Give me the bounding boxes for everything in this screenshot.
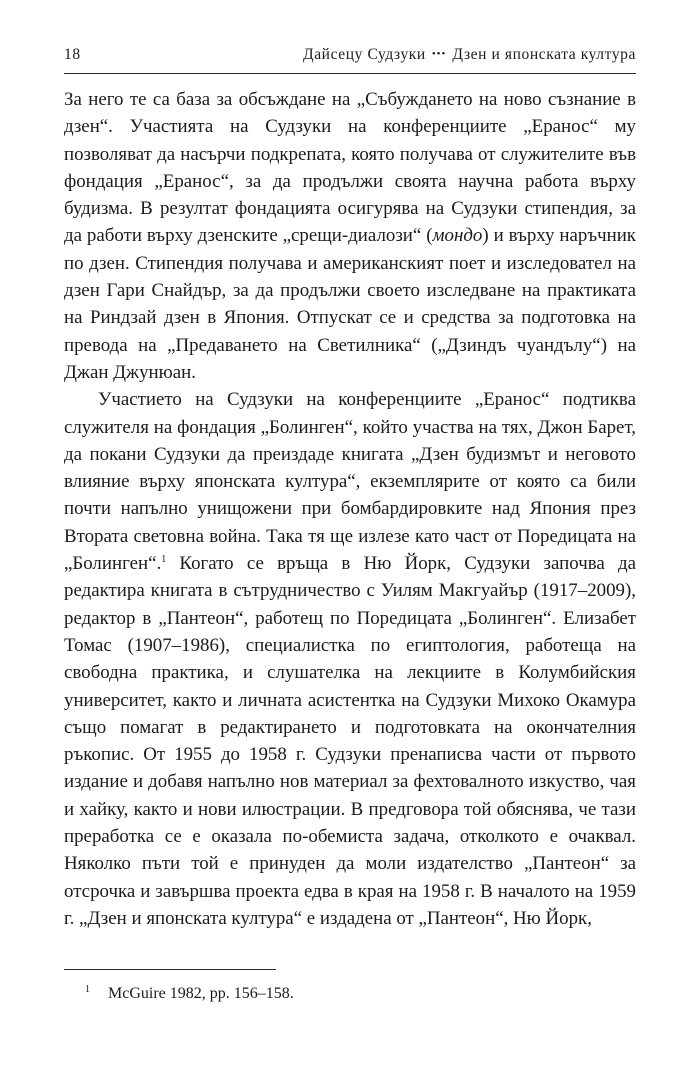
- paragraph: [64, 86, 636, 386]
- running-head-separator: •••: [431, 48, 447, 60]
- running-head-author: Дайсецу Судзуки: [303, 46, 426, 63]
- footnote-mark: 1: [85, 984, 90, 995]
- footnote: [64, 979, 636, 1005]
- page-header: [64, 46, 636, 70]
- text-run: Когато се връща в Ню Йорк, Судзуки започва да редактира книгата в сътрудничество с Уилям Макгуайър (1917–2009), редактор в „Пантеон“, работещ по Поредицата „Болинген“. Елизабет Томас (1907–1986), специалистка по египтология, работеща на свободна практика, и слушателка на лекциите в Колумбийския университет, както и личната асистентка на Судзуки Михоко Окамура също помагат в редактирането и подготовката на окончателния ръкопис. От 1955 до 1958 г. Судзуки пренаписва части от първото издание и добавя напълно нов материал за фехтовалното изкуство, чая и хайку, както и нови илюстрации. В предговора той обяснява, че тази преработка се е оказала по-обемиста задача, отколкото е очаквал. Няколко пъти той е принуден да моли издателство „Пантеон“ за отсрочка и завършва проекта едва в края на 1958 г. В началото на 1959 г. „Дзен и японската култура“ е издадена от „Пантеон“, Ню Йорк,: [64, 553, 636, 929]
- footnote-rule: [64, 969, 276, 970]
- page-number: 18: [64, 46, 81, 63]
- text-run: ) и върху наръчник по дзен. Стипендия получава и американският поет и изследовател на дзен Гари Снайдър, за да продължи своето изследване на практиката на Риндзай дзен в Япония. Отпускат се и средства за подготовка на превода на „Предаването на Светилника“ („Дзиндъ чуандълу“) на Джан Джунюан.: [64, 225, 636, 383]
- text-run: Участието на Судзуки на конференциите „Еранос“ подтиква служителя на фондация „Болинген“, който участва на тях, Джон Барет, да покани Судзуки да преиздаде книгата „Дзен будизмът и неговото влияние върху японската култура“, екземплярите от която са били почти напълно унищожени при бомбардировките над Япония през Втората световна война. Така тя ще излезе като част от Поредицата на „Болинген“.: [64, 389, 636, 575]
- running-head-title: Дзен и японската култура: [452, 46, 636, 63]
- running-head: [303, 46, 636, 64]
- italic-term: мондо: [432, 225, 483, 247]
- paragraph: [64, 386, 636, 932]
- body-text: [64, 86, 636, 932]
- footnote-text: McGuire 1982, pp. 156–158.: [108, 985, 294, 1002]
- footnote-reference: 1: [161, 554, 167, 566]
- header-rule: [64, 73, 636, 74]
- text-run: За него те са база за обсъждане на „Събуждането на ново съзнание в дзен“. Участията на Судзуки на конференциите „Еранос“ му позволяват да насърчи подкрепата, която получава от служителите във фондация „Еранос“, за да продължи своята научна работа върху будизма. В резултат фондацията осигурява на Судзуки стипендия, за да работи върху дзенските „срещи-диалози“ (: [64, 89, 636, 247]
